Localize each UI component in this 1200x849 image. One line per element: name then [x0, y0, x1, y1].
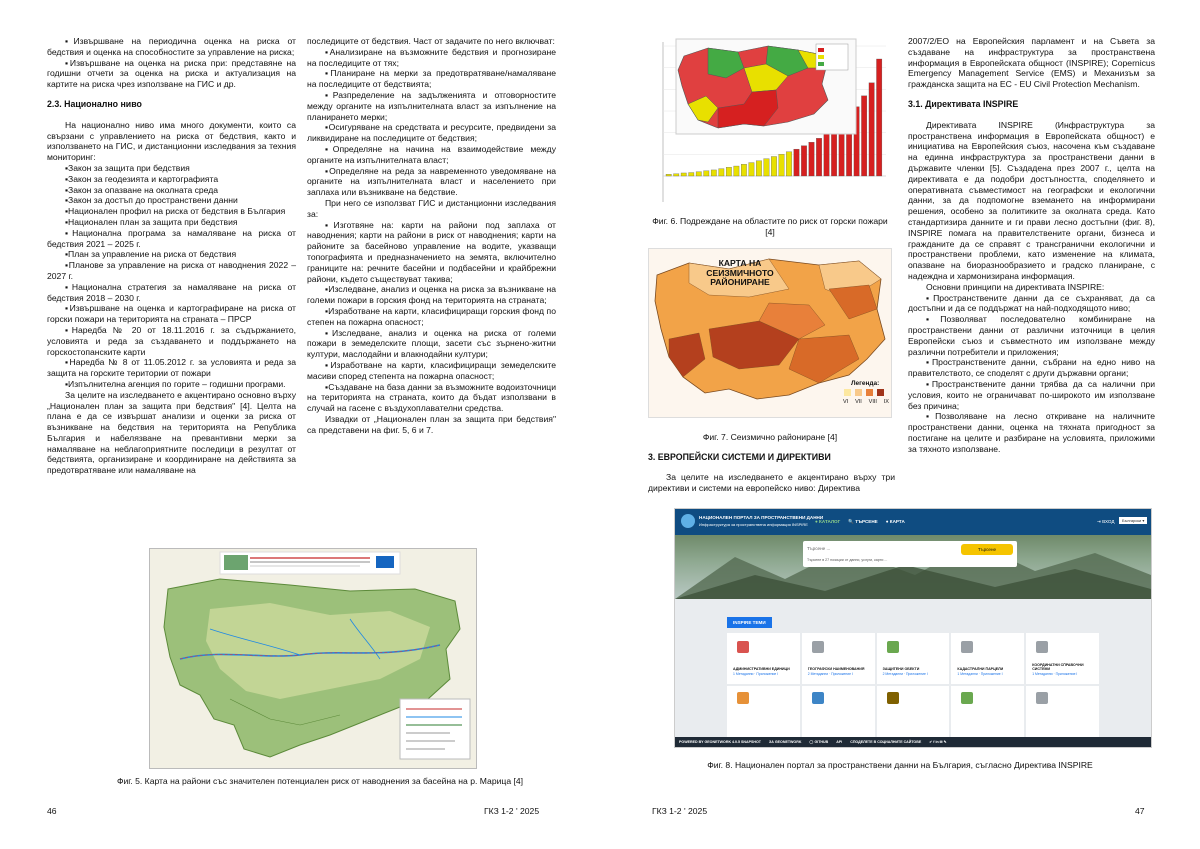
- portal-header: [675, 509, 1151, 535]
- list-item: ▪Изработване на карти, класифициращи горския фонд по степен на пожарна опасност;: [307, 305, 556, 327]
- theme-title: КАДАСТРАЛНИ ПАРЦЕЛИ: [957, 667, 1004, 671]
- section-heading: 3. ЕВРОПЕЙСКИ СИСТЕМИ И ДИРЕКТИВИ: [648, 452, 831, 462]
- list-item: ▪Позволяване на лесно откриване на наличните пространствени данни, оценка на тяхната пригодност за постигане на целите и разбиране на условията, приложими за тяхното използване.: [908, 411, 1155, 454]
- list-item: ▪Национален профил на риска от бедствия в България: [65, 206, 286, 217]
- footer-social-icons[interactable]: ✔ f in ✉ ✎: [929, 740, 947, 744]
- theme-icon: [737, 692, 749, 704]
- footer-about-geonetwork[interactable]: ЗА GEONETWORK: [769, 740, 802, 744]
- chart-bar: [824, 134, 829, 176]
- list-item: ▪Пространствените данни трябва да са налични при условия, които не ограничават по-широкото им използване без причина;: [908, 378, 1155, 411]
- nav-search[interactable]: 🔍 ТЪРСЕНЕ: [848, 519, 878, 524]
- search-button[interactable]: Търсене: [961, 544, 1013, 555]
- paragraph: ▪Извършване на периодична оценка на риска от бедствия и оценка на способностите за управление на риска;: [47, 36, 296, 57]
- seismic-map-title: КАРТА НА СЕИЗМИЧНОТО РАЙОНИРАНЕ: [706, 258, 774, 287]
- portal-nav: [815, 519, 905, 525]
- figure-6-caption: Фиг. 6. Подреждане на областите по риск от горски пожари [4]: [652, 216, 888, 237]
- left-column-1: [47, 36, 296, 476]
- list-item: ▪Национален план за защита при бедствия: [65, 216, 238, 227]
- chart-bar: [666, 174, 671, 176]
- running-head-right: ГКЗ 1-2 ' 2025: [652, 806, 708, 816]
- chart-bar: [696, 172, 701, 176]
- chart-bar: [734, 166, 739, 176]
- chart-bar: [689, 173, 694, 176]
- list-item: ▪Национална стратегия за намаляване на риска от бедствия 2018 – 2030 г.: [47, 281, 296, 303]
- legend-swatch-ix: [877, 389, 884, 396]
- legend-label-viii: VIII: [868, 399, 877, 405]
- chart-bar: [764, 159, 769, 176]
- inspire-themes-tab[interactable]: INSPIRE ТЕМИ: [727, 617, 772, 628]
- legend-label-vi: VI: [843, 399, 849, 405]
- list-item: ▪Позволяват последователно комбиниране на пространствени данни от различни източници в целия Европейски съюз и съвместното им използване между различни потребители и приложения;: [908, 314, 1155, 357]
- paragraph: последиците от бедствия. Част от задачите по него включват:: [307, 36, 555, 46]
- chart-bar: [876, 59, 881, 176]
- nav-map[interactable]: ● КАРТА: [885, 519, 905, 524]
- list-item: ▪Определяне на начина на взаимодействие между органите на изпълнителната власт;: [307, 143, 556, 165]
- figure-7-seismic-map: [648, 248, 892, 418]
- theme-tile[interactable]: [951, 686, 1024, 737]
- chart-bar: [711, 170, 716, 176]
- paragraph: За целите на изследването е акцентирано върху три директиви и системи на европейско ниво: Директива: [648, 471, 895, 493]
- paragraph: ▪Извършване на оценка на риска при: представяне на годишни отчети за оценка на риска и актуализация на картите на риска чрез използване на ГИС и др.: [47, 57, 296, 90]
- portal-footer: [675, 737, 1152, 747]
- figure-5-caption: Фиг. 5. Карта на райони със значителен потенциален риск от наводнения за басейна на р. Марица [4]: [116, 776, 524, 786]
- list-item: ▪Изследване, анализ и оценка на риска от големи пожари в земеделските площи, засети със зърнено-житни култури, маслодайни и влакнодайни култури;: [307, 327, 556, 360]
- page-number-left: 46: [47, 806, 57, 816]
- paragraph: Директивата INSPIRE (Инфраструктура за пространствена информация в Европейската общност) е инициатива на Европейския съюз, насочена към създаване на единна инфраструктура за пространствени данни в държавите членки [5]. Създадена през 2007 г., целта на директивата е да подобри достъпността, споделянето и оперативната съвместимост на географски и екологични данни, за да подпомогне вземането на информирани решения, особено за политиките за околната среда. Като стандартизира данните и ги прави лесно достъпни (фиг. 8), INSPIRE помага на правителствените органи, бизнеса и гражданите да се справят с трансгранични екологични и пространствени проблеми, като изменение на климата, опазване на биоразнообразието и градско планиране, с надеждна и хармонизирана информация.: [908, 119, 1155, 281]
- list-item: ▪Изготвяне на: карти на райони под заплаха от наводнения; карти на райони в риск от наводнения; карти на районите за басейново управление на водите, указващи топографията и предназначението на земята, включително границите на: речните басейни и подбасейни и крайбрежни райони, където съществуват такива;: [307, 219, 556, 284]
- legend-label-ix: IX: [883, 399, 889, 405]
- list-item: ▪Планове за управление на риска от наводнения 2022 – 2027 г.: [47, 260, 296, 281]
- list-item: ▪Анализиране на възможните бедствия и прогнозиране на последиците от тях;: [307, 46, 556, 68]
- section-heading: 2.3. Национално ниво: [47, 98, 142, 109]
- fire-risk-chart: [648, 34, 890, 206]
- theme-icon: [1036, 692, 1048, 704]
- list-item: ▪Пространствените данни, събрани на едно ниво на правителството, се споделят с други държавни органи;: [908, 357, 1155, 379]
- list-item: ▪Създаване на база данни за възможните водоизточници на територията на страната, които да бъдат използвани в случай на гасене с въздухоплавателни средства.: [307, 381, 556, 414]
- page-number-right: 47: [1135, 806, 1145, 816]
- list-item: ▪Изследване, анализ и оценка на риска за възникване на големи пожари в горския фонд на територията на страната;: [307, 284, 556, 306]
- chart-bar: [749, 163, 754, 176]
- chart-bar: [801, 146, 806, 176]
- right-column-2: [908, 36, 1155, 454]
- theme-icon: [887, 692, 899, 704]
- figure-7-caption: Фиг. 7. Сеизмично райониране [4]: [702, 432, 838, 442]
- theme-title: АДМИНИСТРАТИВНИ ЕДИНИЦИ: [733, 667, 790, 671]
- figure-8-caption: Фиг. 8. Национален портал за пространствени данни на България, съгласно Директива INSPIRE: [707, 760, 1093, 770]
- figure-5-flood-map: [149, 548, 477, 769]
- seismic-legend-title: Легенда:: [851, 380, 880, 387]
- chart-bar: [726, 167, 731, 176]
- theme-icon: [961, 641, 973, 653]
- nav-catalog[interactable]: ● КАТАЛОГ: [815, 519, 841, 524]
- chart-bar: [681, 173, 686, 176]
- bulgaria-inset-map: [676, 39, 856, 134]
- theme-title: КООРДИНАТНИ СПРАВОЧНИ СИСТЕМИ: [1032, 663, 1084, 671]
- theme-tile[interactable]: [877, 633, 950, 684]
- theme-icon: [961, 692, 973, 704]
- list-item: ▪Наредба № 20 от 18.11.2016 г. за съдържанието, условията и реда за създаването и поддържането на горскостопанските карти: [47, 324, 296, 357]
- chart-bar: [779, 154, 784, 176]
- theme-tile[interactable]: [802, 633, 875, 684]
- list-item: ▪Осигуряване на средствата и ресурсите, предвидени за ликвидиране на последиците от бедствия;: [307, 122, 556, 144]
- search-hint: Търсене в 27 позиции от данни, услуги, карти ...: [807, 558, 888, 562]
- chart-bar: [756, 161, 761, 176]
- list-item: ▪Изпълнителна агенция по горите – годишни програми.: [65, 378, 286, 389]
- theme-icon: [887, 641, 899, 653]
- list-item: ▪Извършване на оценка и картографиране на риска от горски пожари на територията на страната – ПРСР: [47, 303, 296, 325]
- list-item: ▪Закон за защита при бедствия: [65, 162, 190, 173]
- theme-tile[interactable]: [1026, 633, 1099, 684]
- chart-bar: [831, 128, 836, 176]
- list-item: ▪План за управление на риска от бедствия: [65, 249, 237, 260]
- portal-logo-icon: [681, 514, 695, 528]
- list-item: ▪Наредба № 8 от 11.05.2012 г. за условията и реда за защита на горските територии от пожари: [47, 357, 296, 379]
- list-item: ▪Закон за геодезията и картографията: [65, 173, 219, 184]
- theme-icon: [812, 641, 824, 653]
- list-item: ▪Закон за опазване на околната среда: [65, 184, 219, 195]
- chart-bar: [869, 83, 874, 176]
- figure-8-portal: [674, 508, 1152, 748]
- chart-bar: [794, 149, 799, 176]
- chart-bar: [741, 164, 746, 176]
- chart-bar: [809, 142, 814, 176]
- theme-tile[interactable]: [951, 633, 1024, 684]
- footer-share: СПОДЕЛЕТЕ В СОЦИАЛНИТЕ САЙТОВЕ: [850, 740, 922, 744]
- footer-api[interactable]: API: [836, 740, 843, 744]
- theme-title: ГЕОГРАФСКИ НАИМЕНОВАНИЯ: [807, 667, 865, 671]
- figure-6-chart: [648, 34, 890, 206]
- chart-bar: [704, 171, 709, 176]
- themes-area: [675, 599, 1151, 737]
- theme-icon: [1036, 641, 1048, 653]
- theme-subtitle: 2 Метаданни · Приложение I: [882, 672, 928, 676]
- portal-subtitle: Инфраструктура за пространствена информация INSPIRE: [699, 522, 808, 527]
- left-column-2: [307, 36, 556, 435]
- theme-tile[interactable]: [877, 686, 950, 737]
- list-item: ▪Национална програма за намаляване на риска от бедствия 2021 – 2025 г.: [47, 227, 296, 249]
- flood-map-image: [150, 549, 476, 768]
- language-select[interactable]: Български ▾: [1119, 517, 1147, 524]
- theme-icon: [812, 692, 824, 704]
- list-item: ▪Закон за достъп до пространствени данни: [65, 195, 238, 206]
- chart-bar: [816, 138, 821, 176]
- chart-bar: [786, 152, 791, 176]
- paragraph: При него се използват ГИС и дистанционни изследвания за:: [307, 197, 556, 219]
- search-input[interactable]: Търсене ...: [807, 546, 831, 551]
- legend-swatch-vi: [844, 389, 851, 396]
- theme-tile[interactable]: [727, 686, 800, 737]
- theme-tile[interactable]: [802, 686, 875, 737]
- theme-tile-grid: [727, 633, 1099, 737]
- theme-icon: [737, 641, 749, 653]
- running-head-left: ГКЗ 1-2 ' 2025: [484, 806, 540, 816]
- chart-bar: [674, 174, 679, 176]
- section-heading: 3.1. Директивата INSPIRE: [908, 98, 1019, 109]
- theme-subtitle: 1 Метаданни · Приложение I: [957, 672, 1003, 676]
- theme-subtitle: 1 Метаданни · Приложение I: [1032, 672, 1078, 676]
- list-item: ▪Планиране на мерки за предотвратяване/намаляване на последиците от бедствията;: [307, 68, 556, 90]
- section-3-block: [648, 452, 895, 493]
- login-link[interactable]: ⇥ ВХОД: [1097, 519, 1115, 524]
- legend-swatch-viii: [866, 389, 873, 396]
- paragraph: На национално ниво има много документи, които са свързани с управлението на риска от бедствия, както и използването на ГИС, и дистанционни изследвания за техния мониторинг:: [47, 119, 296, 163]
- footer-powered-by[interactable]: POWERED BY GEONETWORK 4.0.5 SNAPSHOT: [679, 740, 762, 744]
- theme-subtitle: 1 Метаданни · Приложение I: [733, 672, 779, 676]
- chart-bar: [861, 96, 866, 176]
- theme-title: ЗАЩИТЕНИ ОБЕКТИ: [882, 667, 920, 671]
- theme-tile[interactable]: [1026, 686, 1099, 737]
- chart-bar: [719, 169, 724, 176]
- chart-bar: [771, 157, 776, 177]
- list-item: ▪Изработване на карти, класифициращи земеделските масиви според степента на пожарна опасност;: [307, 359, 556, 381]
- paragraph: Извадки от „Национален план за защита при бедствия" са представени на фиг. 5, 6 и 7.: [307, 413, 556, 435]
- search-box: [803, 541, 1017, 567]
- legend-label-vii: VII: [855, 399, 862, 405]
- legend-swatch-vii: [855, 389, 862, 396]
- seismic-legend-labels: [843, 399, 889, 405]
- paragraph: 2007/2/ЕО на Европейския парламент и на Съвета за създаване на инфраструктура за пространствена информация в Европейската общност (INSPIRE); Copernicus Emergency Management Service (EMS) и Механизъм за гражданска защита на ЕС - EU Civil Protection Mechanism.: [908, 36, 1155, 90]
- portal-hero: [675, 535, 1151, 599]
- portal-title: НАЦИОНАЛЕН ПОРТАЛ ЗА ПРОСТРАНСТВЕНИ ДАННИ: [699, 515, 824, 520]
- paragraph: Основни принципи на директивата INSPIRE:: [926, 281, 1105, 292]
- list-item: ▪Определяне на реда за навременното уведомяване на органите на изпълнителната власт и населението при заплаха или възникване на бедствие.: [307, 165, 556, 198]
- list-item: ▪Разпределение на задълженията и отговорностите между органите на изпълнителната власт за изпълнение на планирането мерки;: [307, 89, 556, 122]
- list-item: ▪Пространствените данни да се съхраняват, да са достъпни и да се поддържат на най-подходящото ниво;: [908, 292, 1155, 314]
- paragraph: За целите на изследването е акцентирано основно върху „Национален план за защита при бедствия" [4]. Целта на плана е да се извършат анализи и оценки за риска от възникване на бедствия на територията на Република България и набелязване на превантивни мерки за намаляване на неблагоприятните последици в резултат от бедствията, организиране и координиране на действията за предотвратяване или намаляване на: [47, 389, 296, 476]
- theme-tile[interactable]: [727, 633, 800, 684]
- theme-subtitle: 2 Метаданни · Приложение I: [807, 672, 853, 676]
- footer-github[interactable]: ◯ GITHUB: [809, 740, 829, 744]
